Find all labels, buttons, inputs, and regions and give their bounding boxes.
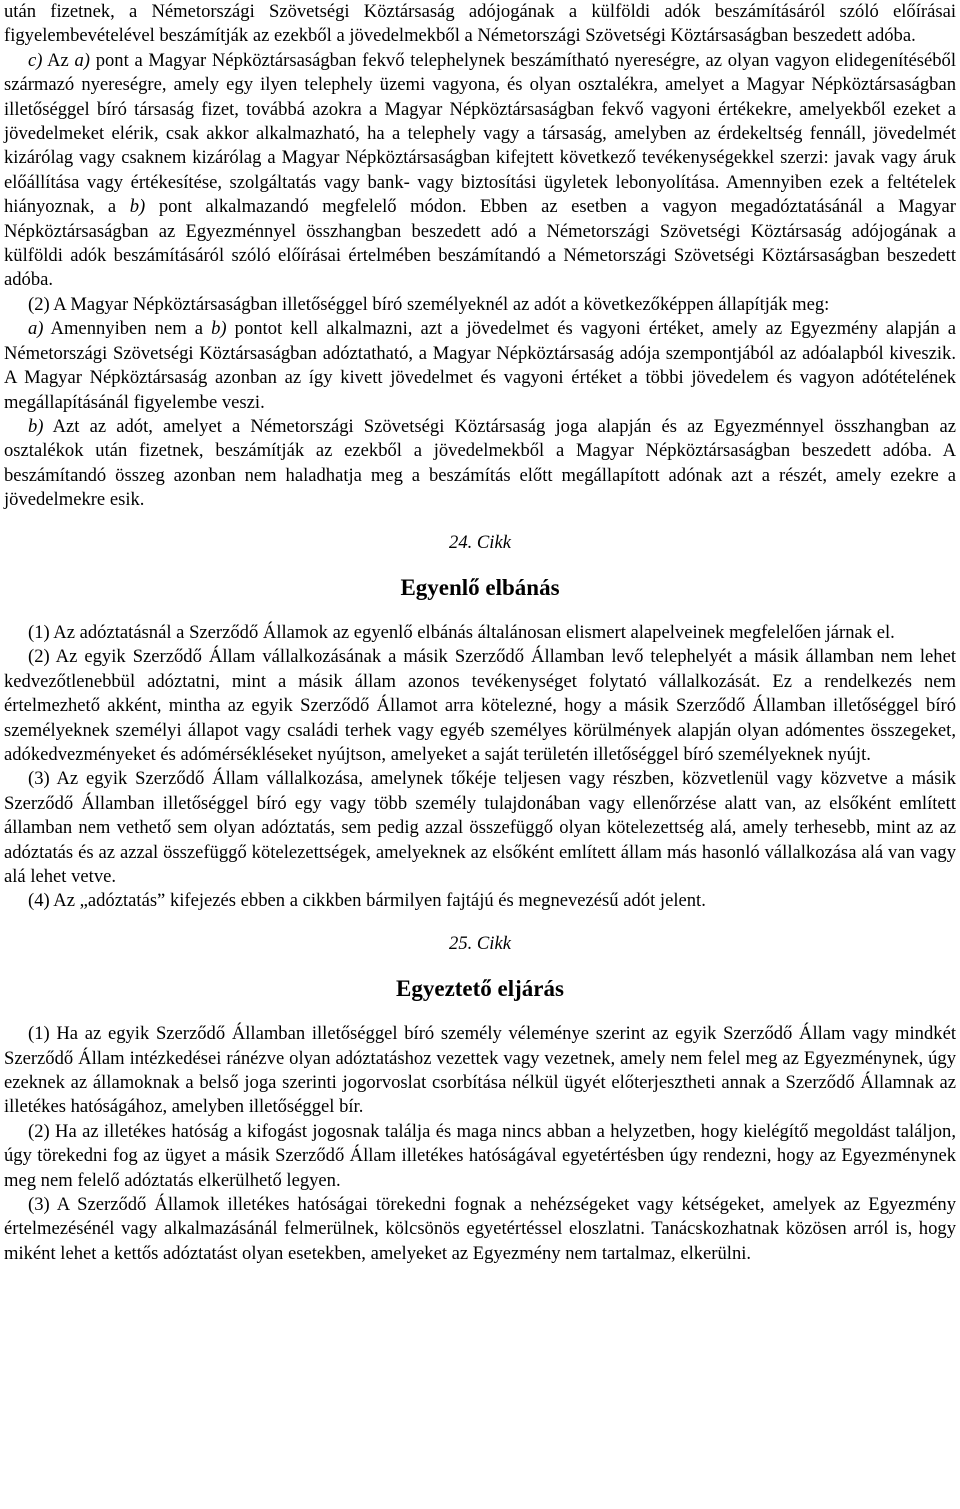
text-span: pont alkalmazandó megfelelő módon. Ebben az esetben a vagyon megadóztatásánál a Magyar Népköztársaságban az Egyezménnyel összhangban beszedett adó a Németországi Szövetségi Köztársaság adójogának a külföldi adók beszámításáról szóló előírásai értelmében beszámítandó a Németországi Szövetségi Köztársaságban beszedett adóba.: [4, 196, 957, 291]
reference-b: b): [129, 196, 146, 218]
article-25-paragraph-2: (2) Ha az illetékes hatóság a kifogást jogosnak találja és maga nincs abban a helyzetben, hogy kielégítő megoldást találjon, úgy törekedni fog az ügyet a másik Szerződő Állam illetékes hatóságával egyetértésben úgy rendezni, hogy az Egyezménynek meg nem felelő adóztatás elkerülhető legyen.: [4, 1120, 956, 1191]
paragraph-continuation: után fizetnek, a Németországi Szövetségi Köztársaság adójogának a külföldi adók beszámításáról szóló előírásai figyelembevételével beszámítják az ezekből a jövedelmekből a Németországi Szövetségi Köztársaságban beszedett adóba.: [4, 1, 956, 47]
paragraph-2a: [4, 317, 956, 415]
item-label-b: b): [28, 415, 44, 437]
article-25-paragraph-3: (3) A Szerződő Államok illetékes hatóságai törekedni fognak a nehézségeket vagy kétségeket, amelyek az Egyezmény értelmezésénél vagy alkalmazásánál felmerülnek, kölcsönös egyetértéssel eloszlatni. Tanácskozhatnak közösen arról is, hogy miként lehet a kettős adóztatást olyan esetekben, amelyeket az Egyezmény nem tartalmaz, elkerülni.: [4, 1194, 956, 1264]
reference-a: a): [74, 49, 90, 71]
article-24-paragraph-3: (3) Az egyik Szerződő Állam vállalkozása, amelynek tőkéje teljesen vagy részben, közvetlenül vagy közvetve a másik Szerződő Államban illetőséggel bíró egy vagy több személy tulajdonában vagy ellenőrzése alatt van, az elsőként említett államban nem vethető sem olyan adóztatás, sem pedig azzal összefüggő olyan kötelezettség alá, amely terhesebb, mint az az adóztatás és az azzal összefüggő kötelezettségek, amelyeknek az elsőként említett állam más hasonló vállalkozása alá van vagy alá lehet vetve.: [4, 768, 956, 887]
reference-b: b): [211, 318, 227, 340]
item-label-c: c): [28, 49, 43, 71]
article-25-number: 25. Cikk: [449, 932, 511, 954]
paragraph-2: (2) A Magyar Népköztársaságban illetőséggel bíró személyeknél az adót a következőképpen állapítják meg:: [28, 293, 830, 315]
item-label-a: a): [28, 318, 44, 340]
article-25-title: Egyeztető eljárás: [396, 976, 564, 1002]
article-24-paragraph-2: (2) Az egyik Szerződő Állam vállalkozásának a másik Szerződő Államban levő telephelyét a másik államban nem lehet kedvezőtlenebbül adóztatni, mint a másik állam azonos tevékenységet folytató vállalkozását. Ez a rendelkezés nem értelmezhető akként, mintha az egyik Szerződő Államot arra kötelezné, hogy a másik Szerződő Államban illetőséggel bíró személyeknek személyi állapot vagy családi terhek vagy egyéb személyes körülmények alapján olyan adómentes összegeket, adókedvezményeket és adómérsékléseket nyújtson, amelyeket a saját területén illetőséggel bíró személyeknek nyújt.: [4, 646, 956, 765]
article-24-title: Egyenlő elbánás: [400, 574, 560, 600]
article-24-number: 24. Cikk: [449, 531, 511, 553]
text-span: Az: [42, 49, 75, 71]
text-span: Amennyiben nem a: [43, 318, 212, 340]
article-24-paragraph-4: (4) Az „adóztatás” kifejezés ebben a cikkben bármilyen fajtájú és megnevezésű adót jelent.: [28, 890, 706, 912]
article-24-paragraph-1: (1) Az adóztatásnál a Szerződő Államok az egyenlő elbánás általánosan elismert alapelveinek megfelelően járnak el.: [28, 621, 895, 643]
paragraph-c: [4, 49, 956, 293]
text-span: Azt az adót, amelyet a Németországi Szövetségi Köztársaság joga alapján és az Egyezménnyel összhangban az osztalékok után fizetnek, beszámítják az ezekből a jövedelmekből a Magyar Népköztársaságban beszedett adóba. A beszámítandó összeg azonban nem haladhatja meg a beszámítás előtt megállapított adónak azt a részét, amely ezekre a jövedelmekre esik.: [4, 415, 956, 511]
paragraph-2b: [4, 415, 956, 513]
text-span: pont a Magyar Népköztársaságban fekvő telephelynek beszámítható nyereségre, az olyan vagyon elidegenítéséből származó nyereségre, amely egy ilyen telephely üzemi vagyona, és olyan osztalékra, amelyet a Magyar Népköztársaságban illetőséggel bíró társaság fizet, továbbá azokra a Magyar Népköztársaságban fekvő vagyoni értékekre, amelyekből ezeket a jövedelmeket elérik, csak akkor alkalmazható, ha a telephely vagy a társaság, amelyben az érdekeltség fennáll, jövedelmét kizárólag vagy csaknem kizárólag a Magyar Népköztársaságban kifejtett következő tevékenységekkel szerzi: javak vagy áruk előállítása vagy értékesítése, szolgáltatás vagy bank- vagy biztosítási ügyletek lebonyolítása. Amennyiben ezek a feltételek hiányoznak, a: [4, 49, 956, 218]
text-span: pontot kell alkalmazni, azt a jövedelmet és vagyoni értéket, amely az Egyezmény alapján a Németországi Szövetségi Köztársaságban adóztatható, a Magyar Népköztársaság adója szempontjából az adóalapból kiveszik. A Magyar Népköztársaság azonban az így kivett jövedelmet és vagyoni értéket a többi jövedelem és vagyon adótételének megállapításánál figyelembe veszi.: [4, 318, 956, 413]
article-25-paragraph-1: (1) Ha az egyik Szerződő Államban illetőséggel bíró személy véleménye szerint az egyik Szerződő Állam vagy mindkét Szerződő Állam intézkedései ránézve olyan adóztatáshoz vezettek vagy vezetnek, amely nem felel meg az Egyezménynek, úgy ezeknek az államoknak a belső joga szerinti jogorvoslat csorbítása nélkül ügyét előterjesztheti annak a Szerződő Államnak az illetékes hatóságához, amelyben illetőséggel bír.: [4, 1023, 956, 1118]
